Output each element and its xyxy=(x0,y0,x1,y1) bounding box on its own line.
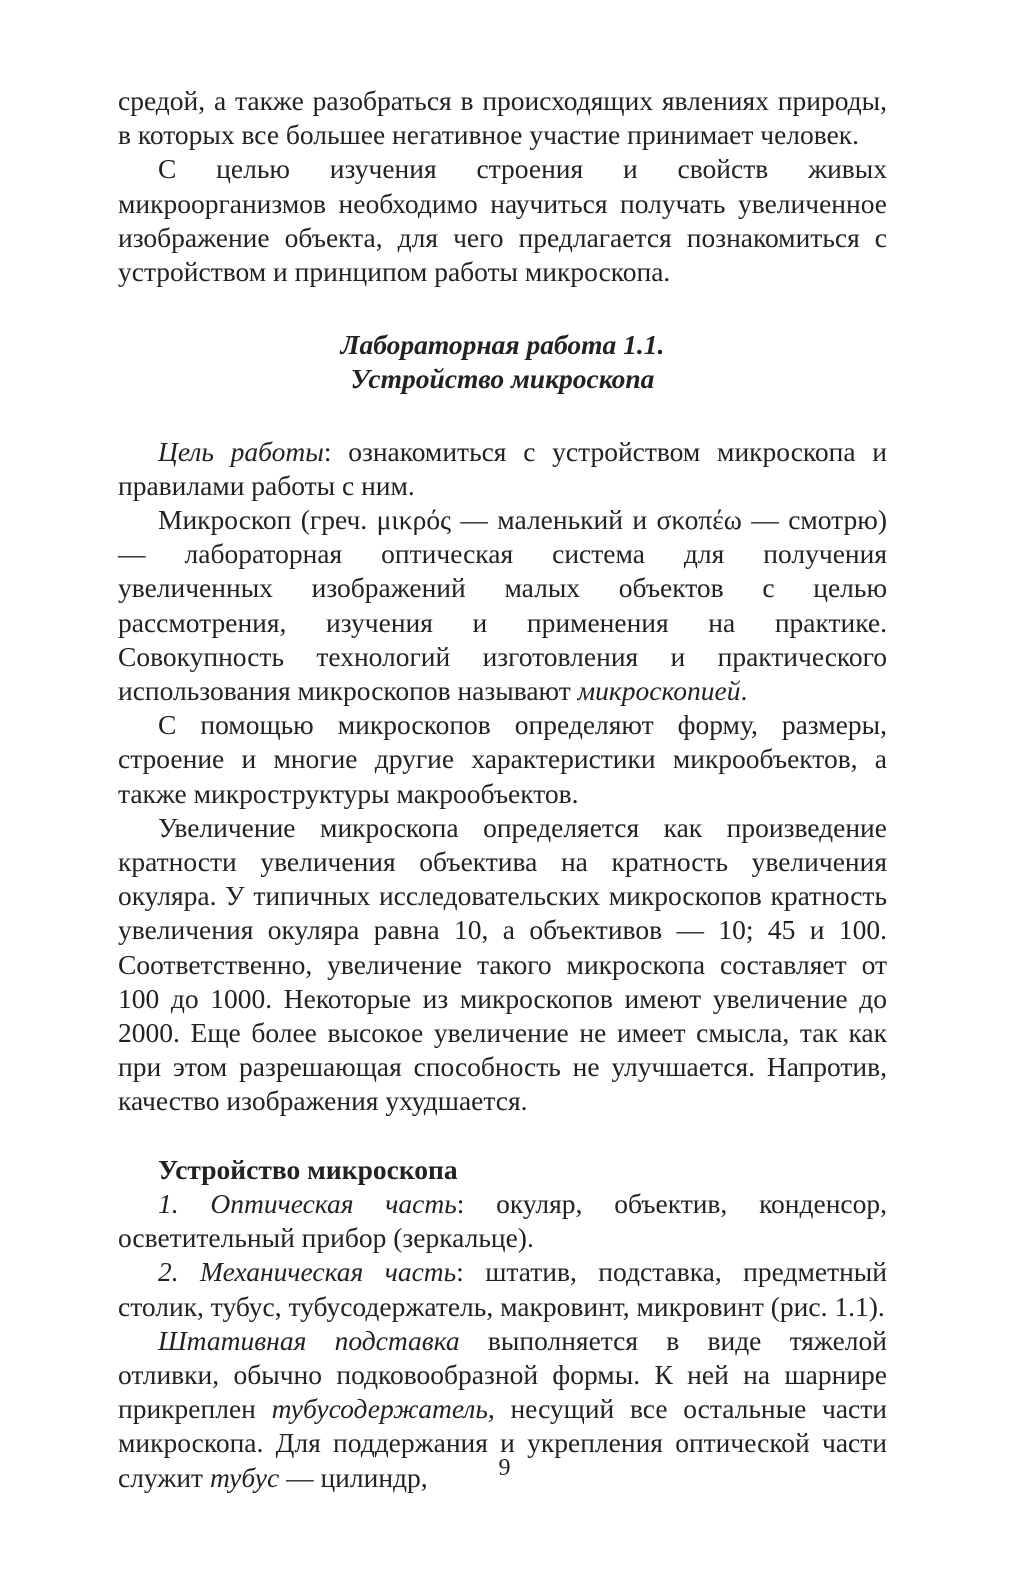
definition-text: Микроскоп (греч. μικρός — маленький и σκοπέω — смотрю) — лабораторная оптическая система для получения увеличенных изображений малых объектов с целью рассмотрения, изучения и применения на практике. Совокупность технологий изготовления и практического использования микроскопов называют xyxy=(118,504,887,707)
goal-text: : ознакомиться с устройством микроскопа и правилами работы с ним. xyxy=(118,435,887,501)
lab-title xyxy=(118,328,887,396)
page-body xyxy=(118,84,887,1495)
paragraph-purpose: С целью изучения строения и свойств живых микроорганизмов необходимо научиться получать увеличенное изображение объекта, для чего предлагается познакомиться с устройством и принципом работы микроскопа. xyxy=(118,153,887,288)
paragraph-mechanical-part xyxy=(118,1255,887,1323)
mechanical-text: : штатив, подставка, предметный столик, тубус, тубусодержатель, макровинт, микровинт (рис. 1.1). xyxy=(118,1256,887,1322)
paragraph-magnification: Увеличение микроскопа определяется как произведение кратности увеличения объектива на кратность увеличения окуляра. У типичных исследовательских микроскопов кратность увеличения окуляра равна 10, а объективов — 10; 45 и 100. Соответственно, увеличение такого микроскопа составляет от 100 до 1000. Некоторые из микроскопов имеют увеличение до 2000. Еще более высокое увеличение не имеет смысла, так как при этом разрешающая способность не улучшается. Напротив, качество изображения ухудшается. xyxy=(118,811,887,1117)
optical-label: 1. Оптическая часть xyxy=(158,1187,457,1219)
lab-title-line1: Лабораторная работа 1.1. xyxy=(340,329,665,361)
paragraph-usage: С помощью микроскопов определяют форму, размеры, строение и многие другие характеристики микрообъектов, а также микроструктуры макрообъектов. xyxy=(118,709,887,809)
paragraph-optical-part xyxy=(118,1187,887,1255)
definition-end: . xyxy=(740,675,748,707)
stand-label: Штативная подставка xyxy=(158,1324,460,1356)
goal-label: Цель работы xyxy=(158,435,324,467)
stand-text-3: — цилиндр, xyxy=(279,1461,428,1493)
stand-term-2: тубус xyxy=(209,1461,280,1493)
optical-text: : окуляр, объектив, конденсор, осветительный прибор (зеркальце). xyxy=(118,1187,887,1254)
definition-term: микроскопией xyxy=(577,675,741,707)
paragraph-microscope-definition xyxy=(118,503,887,708)
lab-title-line2: Устройство микроскопа xyxy=(350,363,655,395)
stand-text-2: несущий все остальные части микроскопа. Для поддержания и укрепления оптической части служит xyxy=(118,1393,887,1493)
mechanical-label: 2. Механическая часть xyxy=(158,1256,457,1288)
stand-term-1: тубусодержатель, xyxy=(271,1393,495,1425)
stand-text-1: выполняется в виде тяжелой отливки, обычно подковообразной формы. К ней на шарнире прикреплен xyxy=(118,1324,887,1425)
section-heading-structure: Устройство микроскопа xyxy=(158,1153,458,1185)
paragraph-goal xyxy=(118,435,887,503)
paragraph-intro-continuation: средой, а также разобраться в происходящих явлениях природы, в которых все большее негативное участие принимает человек. xyxy=(118,85,887,151)
page-number: 9 xyxy=(498,1455,511,1481)
